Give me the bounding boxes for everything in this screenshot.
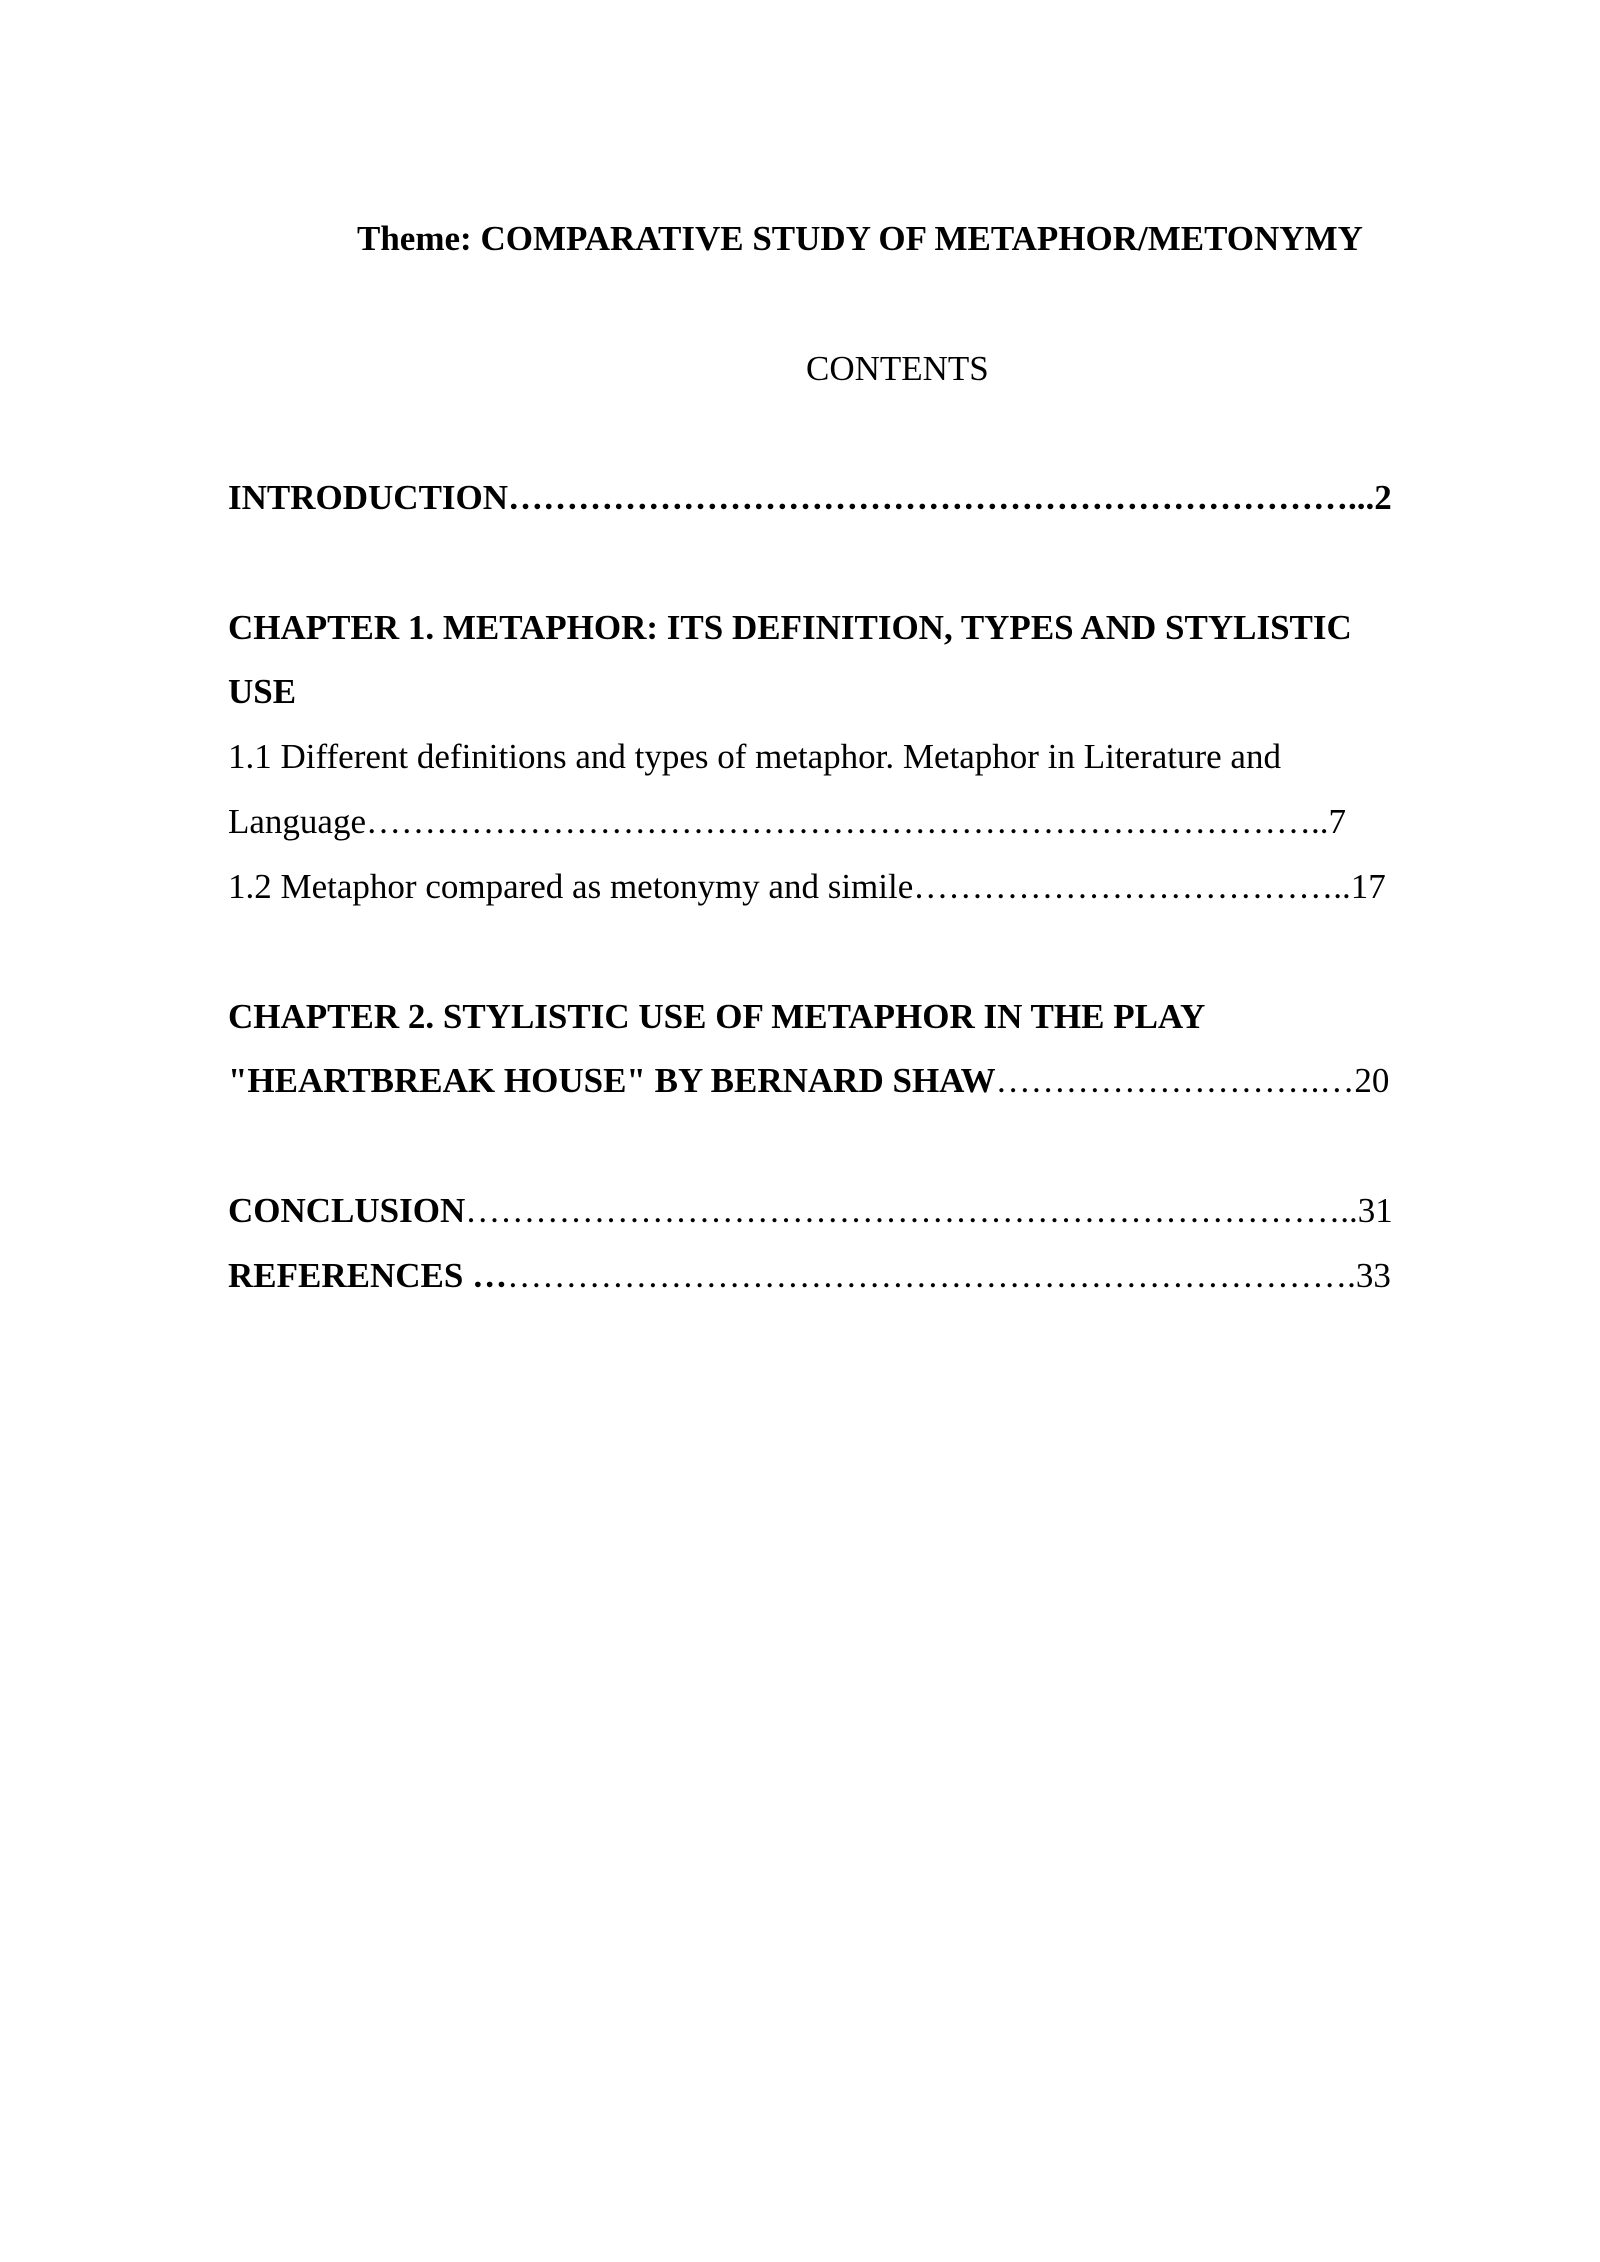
toc-page-number: 20 [1354, 1061, 1390, 1100]
toc-label: 1.2 Metaphor compared as metonymy and simile [228, 867, 914, 906]
toc-page-number: 7 [1328, 802, 1346, 841]
toc-section-1-1-line1: 1.1 Different definitions and types of metaphor. Metaphor in Literature and [228, 737, 1281, 776]
toc-page-number: 33 [1355, 1256, 1391, 1295]
theme-line [357, 217, 1363, 261]
toc-entry-section-1-1 [228, 800, 1346, 844]
toc-entry-introduction [228, 476, 1392, 520]
toc-leader: ………………………………………………………………. [507, 1256, 1356, 1295]
toc-leader: ……………………………….. [913, 867, 1351, 906]
toc-chapter1-line2: USE [228, 672, 297, 711]
toc-label: "HEARTBREAK HOUSE" BY BERNARD SHAW [228, 1061, 996, 1100]
toc-entry-conclusion [228, 1189, 1393, 1233]
toc-label: INTRODUCTION [228, 478, 509, 517]
toc-chapter2-line1: CHAPTER 2. STYLISTIC USE OF METAPHOR IN THE PLAY [228, 997, 1206, 1036]
toc-leader: ………………………………………………………………….. [465, 1191, 1358, 1230]
toc-label: REFERENCES … [228, 1256, 508, 1295]
toc-label: CONCLUSION [228, 1191, 466, 1230]
toc-chapter1-line1: CHAPTER 1. METAPHOR: ITS DEFINITION, TYPES AND STYLISTIC [228, 608, 1352, 647]
toc-leader: ……………………….… [995, 1061, 1355, 1100]
toc-page-number: 2 [1374, 478, 1392, 517]
toc-leader: ……………………………………………………………………….. [365, 802, 1329, 841]
contents-heading: CONTENTS [806, 349, 989, 388]
toc-entry-section-1-2 [228, 865, 1386, 909]
toc-entry-references [228, 1254, 1391, 1298]
toc-entry-chapter2 [228, 1059, 1389, 1103]
theme-title: COMPARATIVE STUDY OF METAPHOR/METONYMY [480, 219, 1363, 258]
toc-label: Language [228, 802, 366, 841]
theme-label: Theme: [357, 219, 472, 258]
toc-page-number: 31 [1357, 1191, 1393, 1230]
toc-page-number: 17 [1350, 867, 1386, 906]
toc-leader: ………………………………………………………………... [508, 478, 1375, 517]
